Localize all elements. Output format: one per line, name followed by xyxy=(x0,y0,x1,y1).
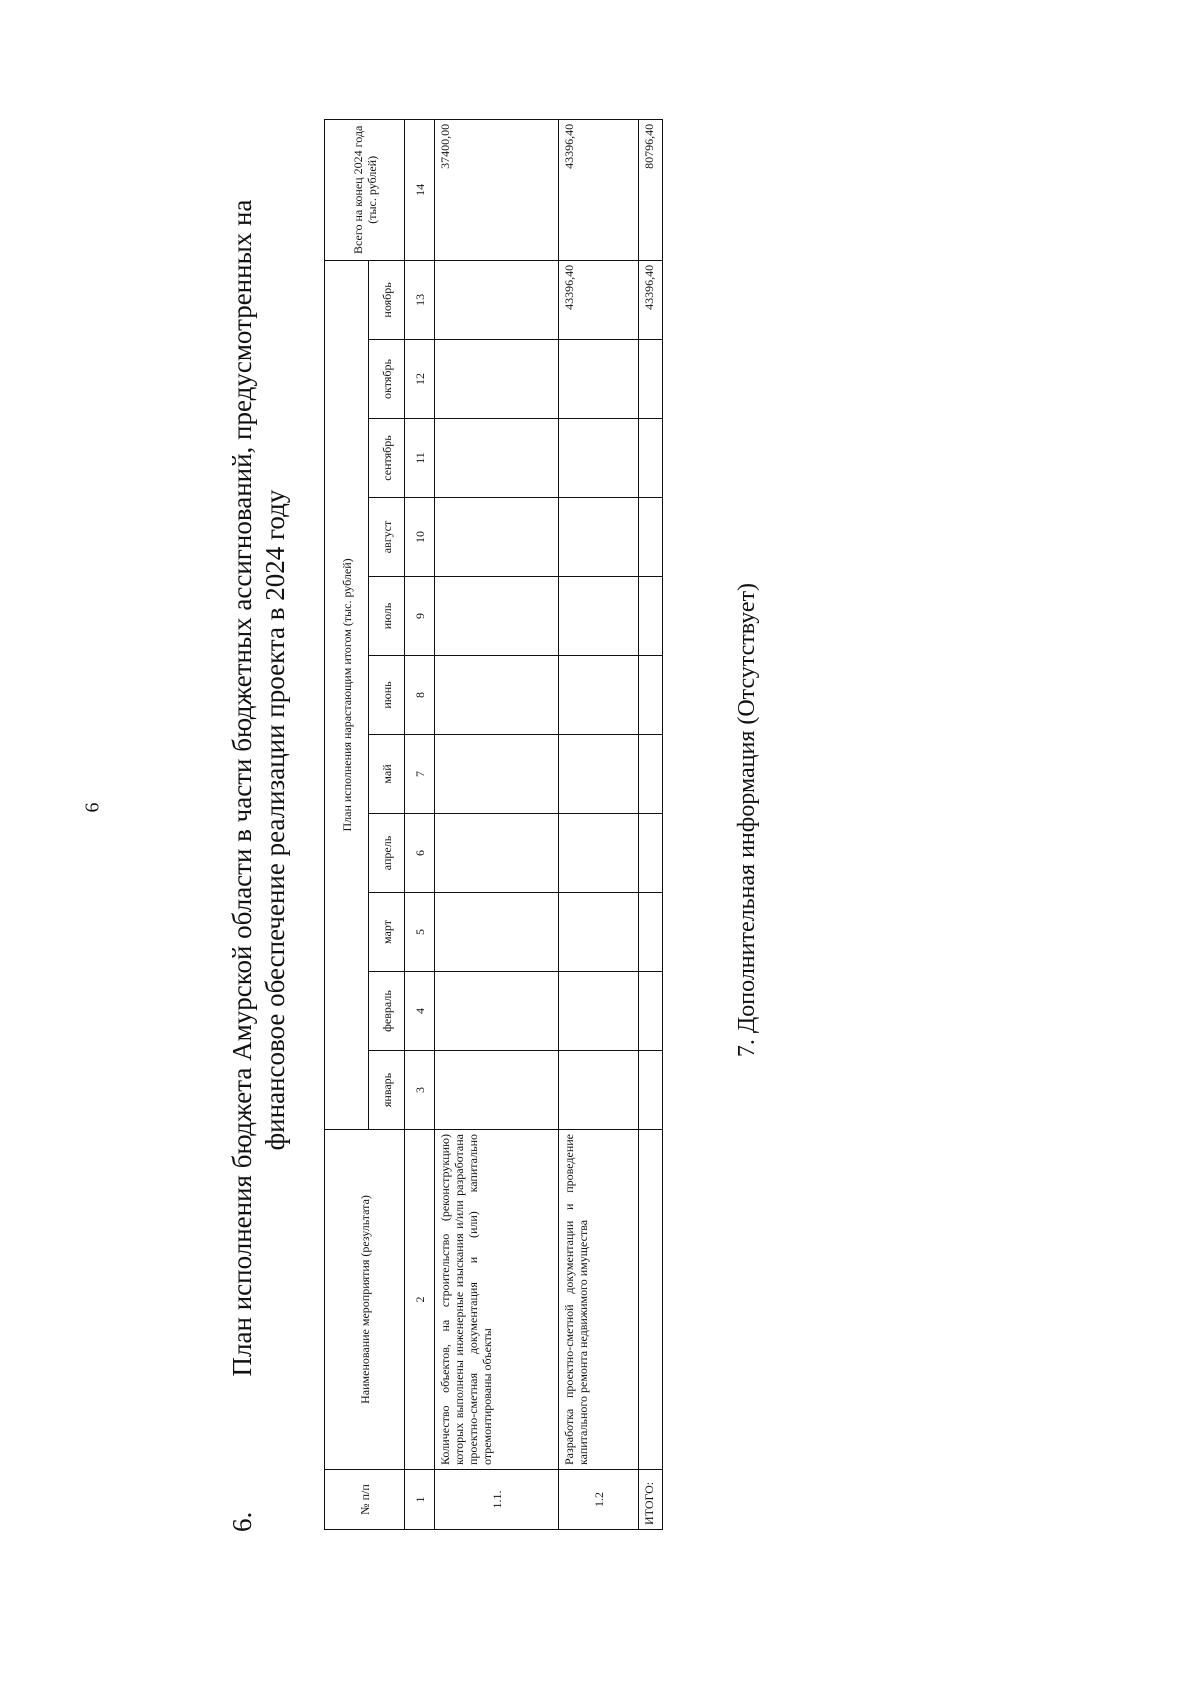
header-month: август xyxy=(369,498,405,577)
row-value xyxy=(435,260,559,339)
column-number: 14 xyxy=(405,119,435,260)
header-month: сентябрь xyxy=(369,419,405,498)
column-number-row xyxy=(405,119,435,1529)
column-number: 10 xyxy=(405,498,435,577)
row-value xyxy=(559,419,639,498)
row-value xyxy=(435,972,559,1051)
column-number: 4 xyxy=(405,972,435,1051)
header-no: № п/п xyxy=(325,1470,405,1530)
header-month: апрель xyxy=(369,814,405,893)
row-value xyxy=(559,340,639,419)
header-month: май xyxy=(369,735,405,814)
row-value xyxy=(435,656,559,735)
header-month: январь xyxy=(369,1051,405,1130)
total-label: ИТОГО: xyxy=(639,1470,663,1530)
row-value xyxy=(559,1051,639,1130)
row-value xyxy=(559,814,639,893)
row-name: Количество объектов, на строительство (реконструкцию) которых выполнены инженерные изыскания и/или разработана проектно-сметная документация и (или) капитально отремонтированы объекты xyxy=(435,1130,559,1470)
column-number: 12 xyxy=(405,340,435,419)
header-month: июль xyxy=(369,577,405,656)
row-value xyxy=(559,893,639,972)
total-value xyxy=(639,814,663,893)
landscape-content xyxy=(226,100,826,1540)
column-number: 11 xyxy=(405,419,435,498)
table-row xyxy=(559,119,639,1529)
total-value xyxy=(639,498,663,577)
row-value xyxy=(435,893,559,972)
column-number: 7 xyxy=(405,735,435,814)
column-number: 5 xyxy=(405,893,435,972)
header-month: ноябрь xyxy=(369,260,405,339)
row-value xyxy=(435,735,559,814)
total-value xyxy=(639,419,663,498)
row-no: 1.2 xyxy=(559,1470,639,1530)
total-row xyxy=(639,119,663,1529)
row-value xyxy=(559,656,639,735)
row-value xyxy=(435,498,559,577)
total-value xyxy=(639,972,663,1051)
total-value xyxy=(639,893,663,972)
total-value xyxy=(639,656,663,735)
total-value xyxy=(639,1051,663,1130)
column-number: 1 xyxy=(405,1470,435,1530)
row-name: Разработка проектно-сметной документации и проведение капитального ремонта недвижимого имущества xyxy=(559,1130,639,1470)
column-number: 8 xyxy=(405,656,435,735)
column-number: 6 xyxy=(405,814,435,893)
row-value: 43396,40 xyxy=(559,260,639,339)
row-value xyxy=(559,735,639,814)
row-value xyxy=(559,498,639,577)
header-month: октябрь xyxy=(369,340,405,419)
row-total: 37400,00 xyxy=(435,119,559,260)
column-number: 3 xyxy=(405,1051,435,1130)
row-total: 43396,40 xyxy=(559,119,639,260)
page-number: 6 xyxy=(81,802,104,813)
header-month: февраль xyxy=(369,972,405,1051)
total-value xyxy=(639,340,663,419)
section-6-title-line2: финансовое обеспечение реализации проекта в 2024 году xyxy=(260,489,290,1151)
total-value: 43396,40 xyxy=(639,260,663,339)
row-value xyxy=(435,340,559,419)
section-6-number: 6. xyxy=(227,1511,257,1532)
row-value xyxy=(435,419,559,498)
column-number: 9 xyxy=(405,577,435,656)
header-month: март xyxy=(369,893,405,972)
row-no: 1.1. xyxy=(435,1470,559,1530)
section-7-heading: 7. Дополнительная информация (Отсутствует) xyxy=(734,582,760,1058)
budget-plan-table xyxy=(324,119,663,1530)
column-number: 2 xyxy=(405,1130,435,1470)
header-plan: План исполнения нарастающим итогом (тыс. рублей) xyxy=(325,260,369,1129)
total-name-empty xyxy=(639,1130,663,1470)
row-value xyxy=(435,814,559,893)
total-value xyxy=(639,577,663,656)
table-row xyxy=(435,119,559,1529)
row-value xyxy=(435,1051,559,1130)
row-value xyxy=(435,577,559,656)
row-value xyxy=(559,577,639,656)
column-number: 13 xyxy=(405,260,435,339)
row-value xyxy=(559,972,639,1051)
header-month: июнь xyxy=(369,656,405,735)
total-sum: 80796,40 xyxy=(639,119,663,260)
header-name: Наименование мероприятия (результата) xyxy=(325,1130,405,1470)
total-value xyxy=(639,735,663,814)
section-6-title-line1: План исполнения бюджета Амурской области в части бюджетных ассигнований, предусмотренных на xyxy=(227,199,257,1377)
header-total: Всего на конец 2024 года (тыс. рублей) xyxy=(325,119,405,260)
section-6-heading xyxy=(226,100,292,1540)
